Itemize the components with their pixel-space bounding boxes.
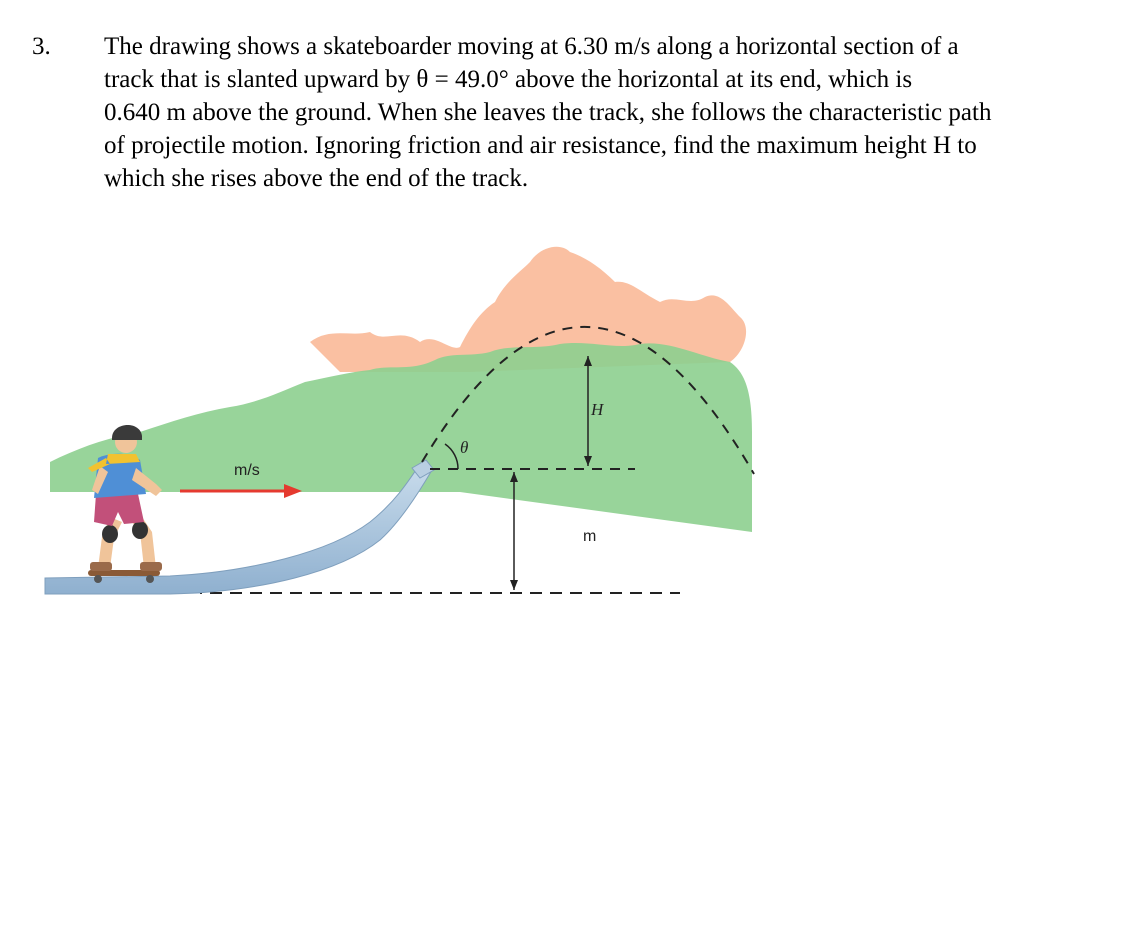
question-line-5: which she rises above the end of the track.: [104, 165, 529, 192]
helmet-icon: [112, 425, 142, 440]
track-height-unit-label: m: [583, 528, 597, 545]
skater-shoe: [140, 562, 162, 571]
question-line-4: of projectile motion. Ignoring friction and air resistance, find the maximum height H to: [104, 132, 977, 159]
figure-drawing: [40, 232, 770, 612]
question-line-2: track that is slanted upward by θ = 49.0° above the horizontal at its end, which is: [104, 66, 913, 93]
speed-unit-label: m/s: [234, 462, 260, 479]
question-line-3: 0.640 m above the ground. When she leaves the track, she follows the characteristic path: [104, 99, 992, 126]
question-number: 3.: [32, 33, 51, 60]
skateboarder-figure: [40, 232, 770, 612]
knee-pad: [102, 525, 118, 543]
question-line-1: The drawing shows a skateboarder moving at 6.30 m/s along a horizontal section of a: [104, 33, 959, 60]
track-height-arrowhead-bottom: [510, 580, 518, 590]
skater-shoe: [90, 562, 112, 571]
knee-pad: [132, 521, 148, 539]
question-text: [104, 30, 1124, 195]
height-H-label: H: [591, 400, 604, 419]
angle-label: θ: [460, 438, 469, 457]
skateboard-wheel: [146, 575, 154, 583]
skateboard-wheel: [94, 575, 102, 583]
